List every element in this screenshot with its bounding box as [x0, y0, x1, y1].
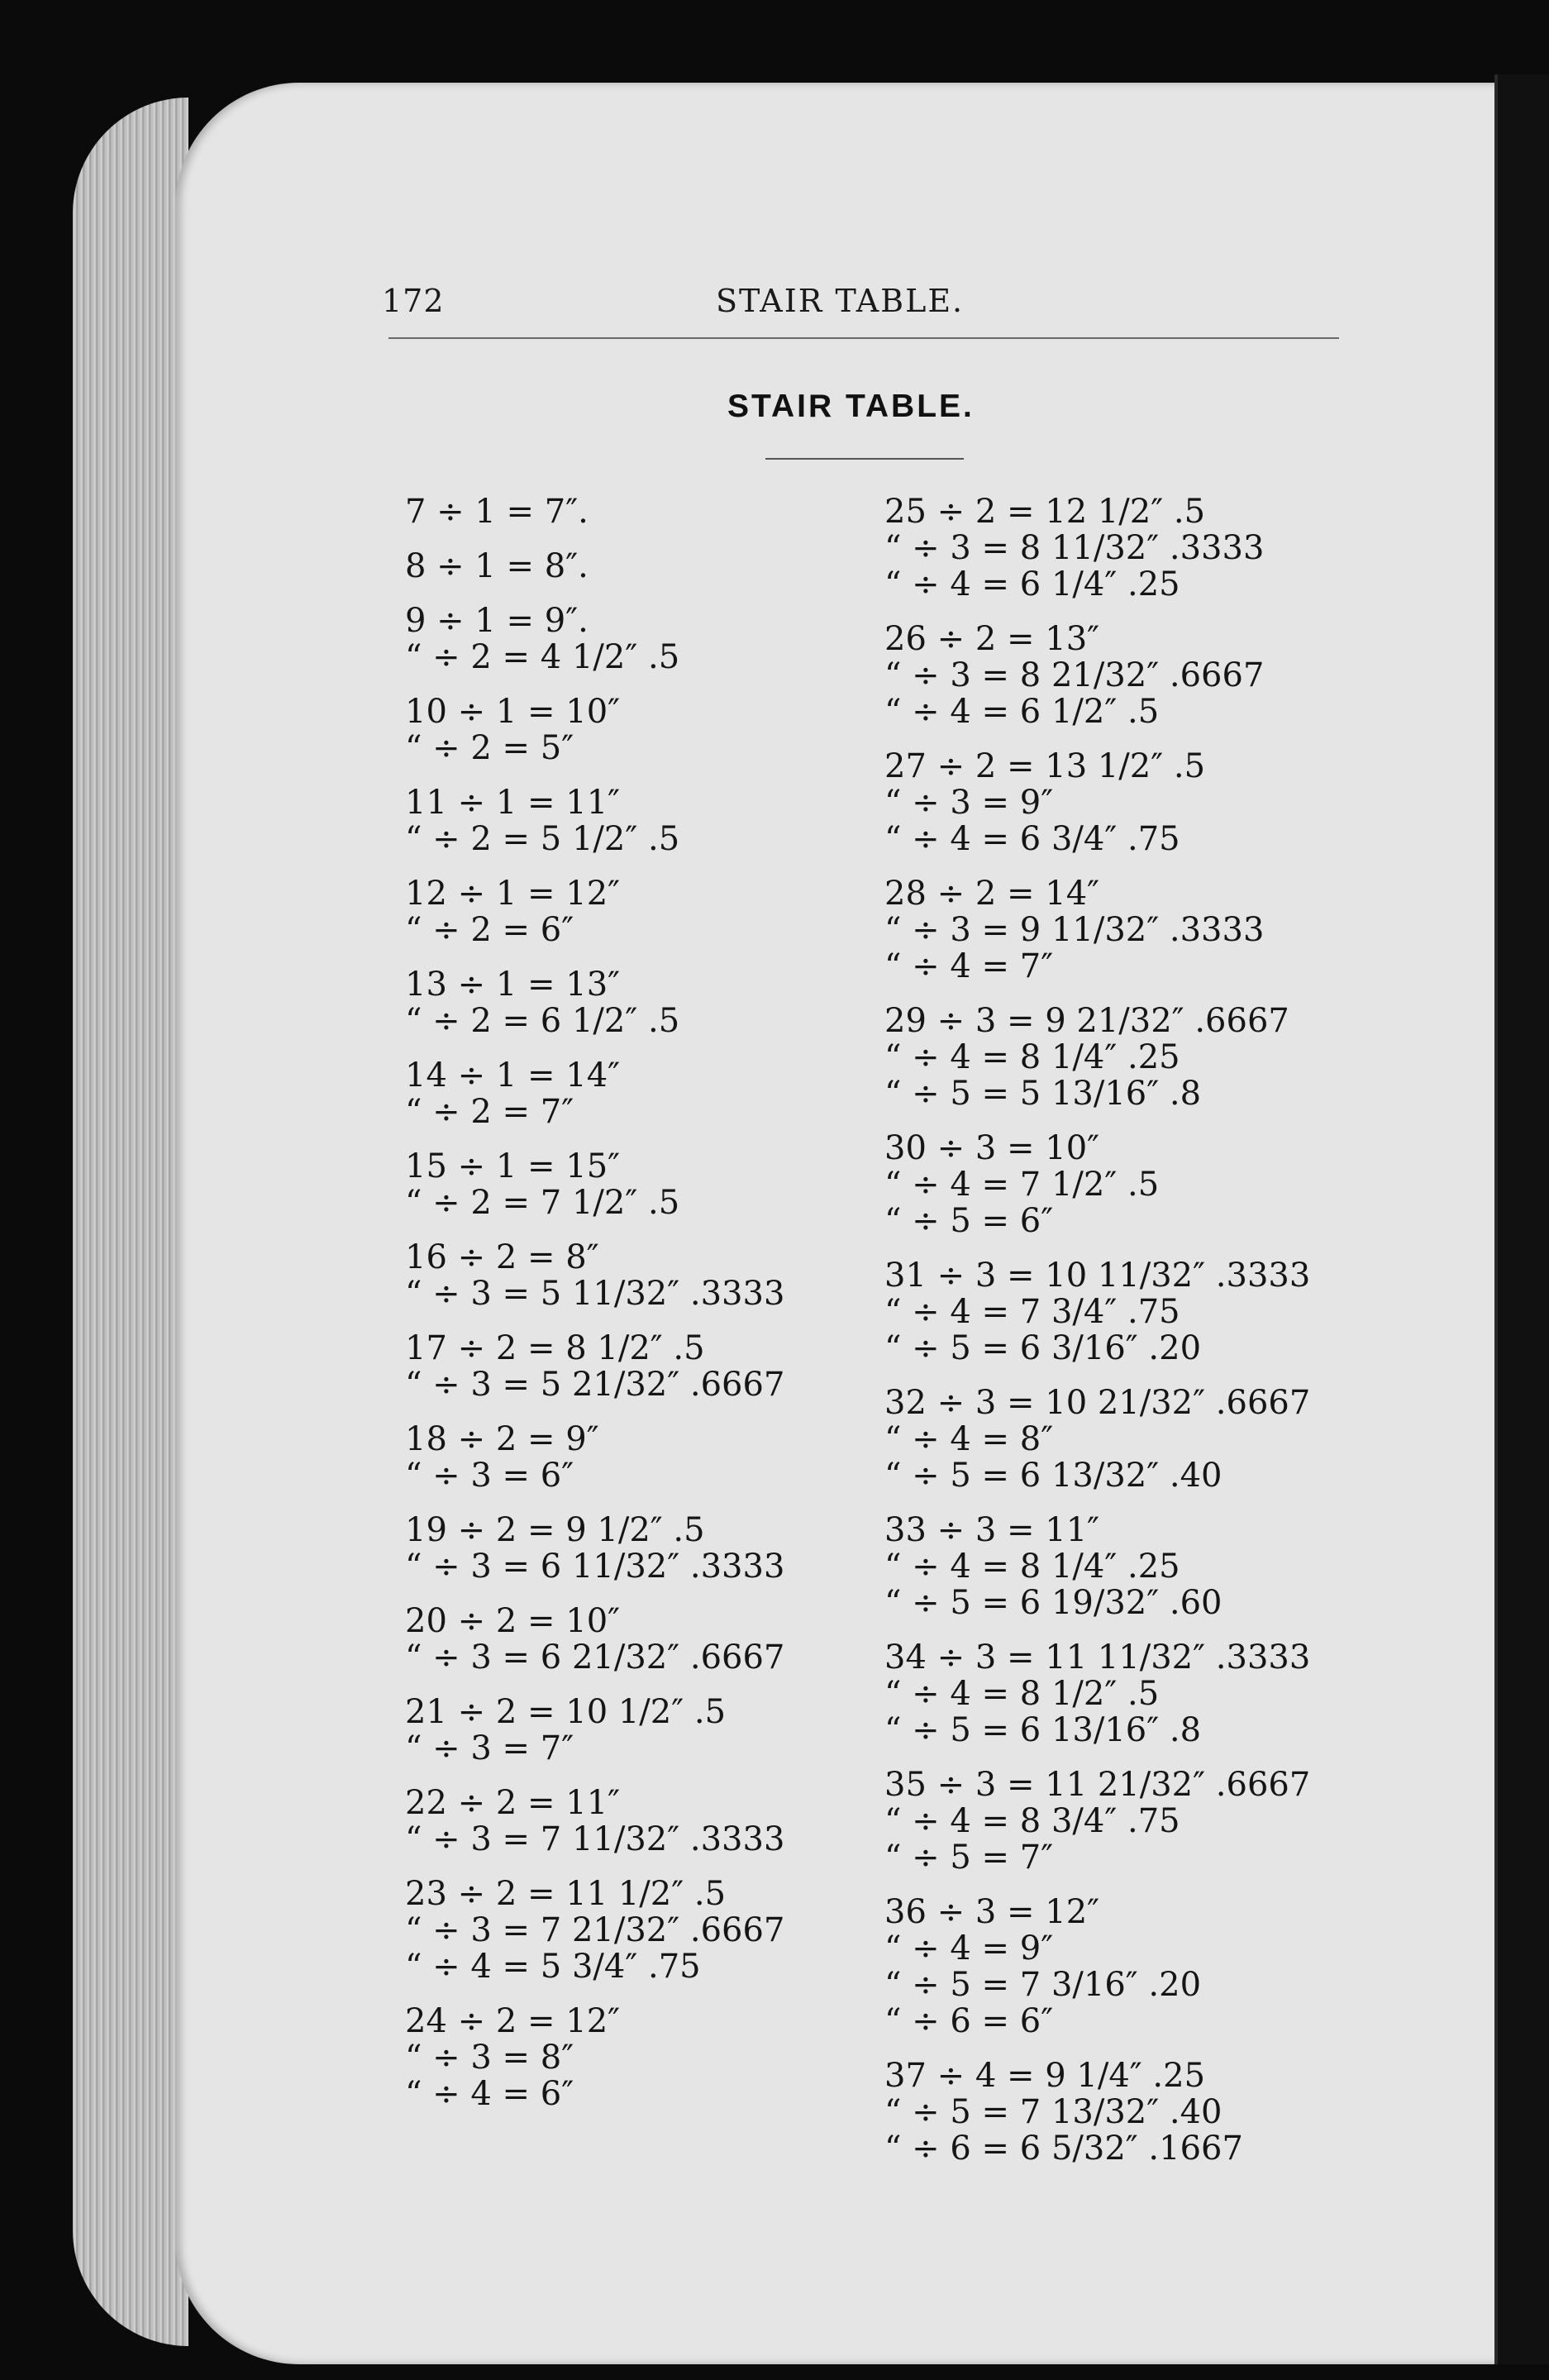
table-entry-group: [405, 1239, 784, 1312]
table-line: “ ÷ 4 = 9″: [884, 1929, 1054, 1967]
table-line: “ ÷ 2 = 7″: [405, 1093, 574, 1131]
running-head-title: STAIR TABLE.: [716, 283, 965, 319]
table-line: 13 ÷ 1 = 13″: [405, 966, 621, 1004]
table-line: “ ÷ 2 = 7 1/2″ .5: [405, 1184, 680, 1222]
table-line: 16 ÷ 2 = 8″: [405, 1238, 599, 1276]
table-line: 33 ÷ 3 = 11″: [884, 1511, 1100, 1549]
table-line: “ ÷ 3 = 6 11/32″ .3333: [405, 1548, 785, 1586]
left-column: [405, 494, 784, 2130]
table-line: “ ÷ 4 = 8 1/4″ .25: [884, 1548, 1180, 1586]
table-entry-group: [884, 875, 1310, 985]
table-line: “ ÷ 5 = 6″: [884, 1202, 1054, 1240]
table-entry-group: [405, 1694, 784, 1767]
table-entry-group: [884, 494, 1310, 603]
table-line: 31 ÷ 3 = 10 11/32″ .3333: [884, 1257, 1311, 1295]
table-line: 32 ÷ 3 = 10 21/32″ .6667: [884, 1384, 1311, 1422]
table-line: 27 ÷ 2 = 13 1/2″ .5: [884, 747, 1206, 785]
table-entry-group: [405, 1603, 784, 1676]
table-entry-group: [884, 1894, 1310, 2039]
running-head: [382, 283, 1374, 324]
table-line: 12 ÷ 1 = 12″: [405, 875, 621, 913]
page-number: 172: [382, 283, 445, 319]
table-line: “ ÷ 4 = 7 1/2″ .5: [884, 1166, 1160, 1204]
table-line: 35 ÷ 3 = 11 21/32″ .6667: [884, 1766, 1311, 1804]
table-line: “ ÷ 2 = 5 1/2″ .5: [405, 820, 680, 858]
table-entry-group: [405, 603, 784, 675]
table-entry-group: [405, 1785, 784, 1858]
table-line: 18 ÷ 2 = 9″: [405, 1420, 599, 1458]
table-entry-group: [405, 694, 784, 766]
table-line: “ ÷ 5 = 6 19/32″ .60: [884, 1584, 1223, 1622]
table-line: 22 ÷ 2 = 11″: [405, 1784, 621, 1822]
table-line: 15 ÷ 1 = 15″: [405, 1147, 621, 1185]
table-line: “ ÷ 3 = 7 21/32″ .6667: [405, 1911, 785, 1949]
table-entry-group: [405, 1057, 784, 1130]
table-line: 9 ÷ 1 = 9″.: [405, 602, 589, 640]
table-line: “ ÷ 5 = 6 3/16″ .20: [884, 1329, 1202, 1367]
page-title: STAIR TABLE.: [727, 389, 975, 424]
table-entry-group: [405, 966, 784, 1039]
table-line: “ ÷ 4 = 6 1/2″ .5: [884, 693, 1160, 731]
table-entry-group: [884, 1385, 1310, 1494]
table-entry-group: [405, 2003, 784, 2112]
table-line: “ ÷ 2 = 4 1/2″ .5: [405, 638, 680, 676]
table-line: “ ÷ 4 = 7″: [884, 947, 1054, 985]
table-line: “ ÷ 4 = 8 1/4″ .25: [884, 1038, 1180, 1076]
table-line: “ ÷ 3 = 5 11/32″ .3333: [405, 1275, 785, 1313]
table-entry-group: [405, 875, 784, 948]
right-column: [884, 494, 1310, 2185]
table-entry-group: [884, 1003, 1310, 1112]
table-line: “ ÷ 3 = 7 11/32″ .3333: [405, 1820, 785, 1858]
table-line: 24 ÷ 2 = 12″: [405, 2002, 621, 2040]
table-line: “ ÷ 5 = 5 13/16″ .8: [884, 1075, 1202, 1113]
table-line: 23 ÷ 2 = 11 1/2″ .5: [405, 1875, 727, 1913]
table-entry-group: [884, 1130, 1310, 1239]
table-line: “ ÷ 4 = 6 1/4″ .25: [884, 565, 1180, 603]
table-entry-group: [405, 785, 784, 857]
table-line: 37 ÷ 4 = 9 1/4″ .25: [884, 2057, 1206, 2095]
title-rule: [765, 458, 964, 460]
table-line: “ ÷ 4 = 5 3/4″ .75: [405, 1948, 701, 1986]
table-entry-group: [405, 1330, 784, 1403]
table-line: 26 ÷ 2 = 13″: [884, 620, 1100, 658]
table-line: “ ÷ 4 = 8″: [884, 1420, 1054, 1458]
table-line: 36 ÷ 3 = 12″: [884, 1893, 1100, 1931]
facing-page-edge: [1494, 74, 1549, 2364]
table-line: 25 ÷ 2 = 12 1/2″ .5: [884, 493, 1206, 531]
table-line: “ ÷ 3 = 9″: [884, 784, 1054, 822]
table-line: “ ÷ 3 = 7″: [405, 1729, 574, 1767]
table-line: 34 ÷ 3 = 11 11/32″ .3333: [884, 1638, 1311, 1676]
table-line: “ ÷ 4 = 7 3/4″ .75: [884, 1293, 1180, 1331]
table-line: 10 ÷ 1 = 10″: [405, 693, 621, 731]
table-line: 20 ÷ 2 = 10″: [405, 1602, 621, 1640]
table-entry-group: [884, 748, 1310, 857]
table-entry-group: [884, 1512, 1310, 1621]
table-line: “ ÷ 3 = 6 21/32″ .6667: [405, 1638, 785, 1676]
table-line: 30 ÷ 3 = 10″: [884, 1129, 1100, 1167]
table-line: 28 ÷ 2 = 14″: [884, 875, 1100, 913]
table-line: “ ÷ 5 = 7 3/16″ .20: [884, 1966, 1202, 2004]
table-line: “ ÷ 2 = 6″: [405, 911, 574, 949]
table-entry-group: [884, 1767, 1310, 1876]
table-line: “ ÷ 3 = 5 21/32″ .6667: [405, 1366, 785, 1404]
table-line: 17 ÷ 2 = 8 1/2″ .5: [405, 1329, 705, 1367]
table-line: 19 ÷ 2 = 9 1/2″ .5: [405, 1511, 705, 1549]
table-line: 14 ÷ 1 = 14″: [405, 1056, 621, 1095]
table-line: “ ÷ 4 = 8 1/2″ .5: [884, 1675, 1160, 1713]
table-line: “ ÷ 3 = 6″: [405, 1457, 574, 1495]
table-line: 21 ÷ 2 = 10 1/2″ .5: [405, 1693, 727, 1731]
table-line: “ ÷ 6 = 6 5/32″ .1667: [884, 2130, 1243, 2168]
table-line: “ ÷ 3 = 8″: [405, 2039, 574, 2077]
table-entry-group: [884, 1257, 1310, 1366]
table-line: 8 ÷ 1 = 8″.: [405, 547, 589, 585]
table-line: “ ÷ 3 = 9 11/32″ .3333: [884, 911, 1265, 949]
table-line: “ ÷ 3 = 8 11/32″ .3333: [884, 529, 1265, 567]
table-line: “ ÷ 4 = 6″: [405, 2075, 574, 2113]
table-line: “ ÷ 3 = 8 21/32″ .6667: [884, 656, 1265, 694]
table-line: “ ÷ 5 = 6 13/32″ .40: [884, 1457, 1223, 1495]
table-line: 29 ÷ 3 = 9 21/32″ .6667: [884, 1002, 1289, 1040]
table-entry-group: [884, 1639, 1310, 1748]
header-rule: [388, 337, 1339, 339]
table-line: 7 ÷ 1 = 7″.: [405, 493, 589, 531]
table-line: “ ÷ 4 = 8 3/4″ .75: [884, 1802, 1180, 1840]
table-line: “ ÷ 5 = 6 13/16″ .8: [884, 1711, 1202, 1749]
table-line: “ ÷ 2 = 5″: [405, 729, 574, 767]
book-page-edges: [73, 98, 188, 2346]
table-entry-group: [405, 1512, 784, 1585]
table-line: “ ÷ 2 = 6 1/2″ .5: [405, 1002, 680, 1040]
table-entry-group: [405, 494, 784, 530]
table-entry-group: [405, 1421, 784, 1494]
table-entry-group: [884, 2058, 1310, 2167]
table-entry-group: [884, 621, 1310, 730]
table-line: “ ÷ 4 = 6 3/4″ .75: [884, 820, 1180, 858]
table-entry-group: [405, 1876, 784, 1985]
table-line: “ ÷ 5 = 7 13/32″ .40: [884, 2093, 1223, 2131]
table-line: “ ÷ 5 = 7″: [884, 1839, 1054, 1877]
table-entry-group: [405, 1148, 784, 1221]
table-entry-group: [405, 548, 784, 584]
table-line: “ ÷ 6 = 6″: [884, 2002, 1054, 2040]
table-line: 11 ÷ 1 = 11″: [405, 784, 621, 822]
